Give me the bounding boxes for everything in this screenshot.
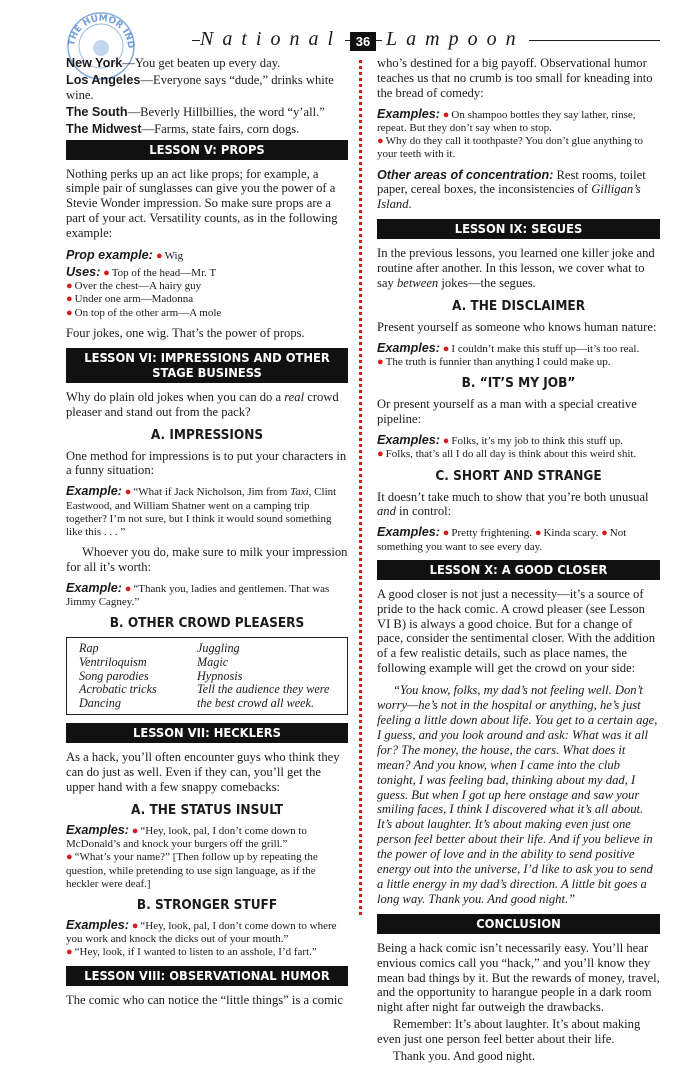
conclusion-paragraph: Remember: It’s about laughter. It’s about making even just one person feel better about their life. <box>377 1017 641 1047</box>
short-strange-example: Examples: ● Pretty frightening. ● Kinda scary. ● Not something you want to see every day. <box>377 525 627 553</box>
disclaimer-example: Examples: ● I couldn’t make this stuff up—it’s too real. <box>377 340 640 355</box>
lesson-7-heading: LESSON VII: HECKLERS <box>66 723 348 743</box>
my-job-example: ● Folks, that’s all I do all day is think about this weird shit. <box>377 448 637 461</box>
sentimental-closer-quote: “You know, folks, my dad’s not feeling well. Don’t worry—he’s not in the hospital or anything, he’s just feeling a little down about life. You get to a certain age, I guess, and you look around and ask: What was it all for? The money, the house, the cars. What does it mean? And you know, when I came into the club tonight, I was feeling bad, thinking about my dad, I guess. But when I got up here onstage and saw your smiling faces, I think I discovered what it’s all about. It’s about laughter. It’s about making even just one person feel better about their life. And if you believe in the power of love and in the ability to send positive energy out into the universe, I’d like to ask you to send a little energy in my dad’s direction. A little bit goes a long way. Thank you. And good night.” <box>377 683 658 906</box>
disclaimer-example: ● The truth is funnier than anything I could make up. <box>377 356 611 369</box>
pleaser-item: Hypnosis <box>197 668 243 683</box>
disclaimer-text: Present yourself as someone who knows human nature: <box>377 319 657 334</box>
observational-example: ● Why do they call it toothpaste? You don’t glue anything to your teeth with it. <box>377 135 644 161</box>
bullet-icon: ● <box>131 825 139 838</box>
bullet-icon: ● <box>66 306 73 319</box>
conclusion-paragraph: Thank you. And good night. <box>393 1049 536 1064</box>
lesson-9-intro: In the previous lessons, you learned one killer joke and routine after another. In this lesson, we cover what to say between jokes—the segues. <box>377 246 655 291</box>
bullet-icon: ● <box>442 435 450 448</box>
conclusion-heading: CONCLUSION <box>377 914 660 934</box>
bullet-icon: ● <box>377 448 384 461</box>
bullet-icon: ● <box>66 851 73 864</box>
lesson-5-intro: Nothing perks up an act like props; for example, a simple pair of sunglasses can give you the power of a Stevie Wonder impression. So make sure props are a part of your act. Versatility counts, as in the following example: <box>66 166 338 241</box>
status-insult-subheading: A. THE STATUS INSULT <box>130 802 283 819</box>
bullet-icon: ● <box>124 582 132 595</box>
bullet-icon: ● <box>442 527 450 540</box>
heckler-example: ● “Hey, look, if I wanted to listen to an asshole, I’d fart.” <box>66 946 317 959</box>
bullet-icon: ● <box>442 342 450 355</box>
lesson-8-heading: LESSON VIII: OBSERVATIONAL HUMOR <box>66 966 348 986</box>
crowd-pleasers-subheading: B. OTHER CROWD PLEASERS <box>109 615 305 632</box>
impressions-subheading: A. IMPRESSIONS <box>150 426 264 443</box>
lesson-10-intro: A good closer is not just a necessity—it’s a source of pride to the hack comic. A crowd pleaser (see Lesson VI B) is always a good choice. But for a change of pace, consider the sentimental closer. With the addition of a few realistic details, such as place names, the following example will get the crowd on your side: <box>377 586 655 676</box>
crowd-pleasers-box <box>66 637 348 715</box>
stronger-stuff-subheading: B. STRONGER STUFF <box>136 897 278 914</box>
bullet-icon: ● <box>377 135 384 148</box>
region-line: New York—You get beaten up every day. <box>66 56 281 70</box>
heckler-example: ● “What’s your name?” [Then follow up by repeating the question, while pretending to use sign language, as if the heckler were deaf.] <box>66 851 318 890</box>
my-job-text: Or present yourself as a man with a special creative pipeline: <box>377 397 637 427</box>
lesson-9-heading: LESSON IX: SEGUES <box>377 219 660 239</box>
masthead-title-left: National <box>200 27 345 51</box>
pleaser-item: Dancing <box>79 695 121 710</box>
bullet-icon: ● <box>66 293 73 306</box>
heckler-example: Examples: ● “Hey, look, pal, I don’t come down to where you work and knock the dicks out of your mouth.” <box>66 918 337 946</box>
impression-example: Example: ● “What if Jack Nicholson, Jim from Taxi, Clint Eastwood, and William Shatner went on a camping trip together? I’m not sure, but I think it would sound something like this . . . ” <box>66 484 337 538</box>
bullet-icon: ● <box>377 356 384 369</box>
my-job-example: Examples: ● Folks, it’s my job to think this stuff up. <box>377 433 623 448</box>
masthead-title-right: Lampoon <box>382 27 529 51</box>
my-job-subheading: B. “IT’S MY JOB” <box>461 375 576 392</box>
prop-example: Prop example: ● Wig <box>66 248 184 263</box>
lesson-10-heading: LESSON X: A GOOD CLOSER <box>377 560 660 580</box>
lesson-5-heading: LESSON V: PROPS <box>66 140 348 160</box>
bullet-icon: ● <box>66 280 73 293</box>
short-strange-text: It doesn’t take much to show that you’re both unusual and in control: <box>377 489 649 519</box>
pleaser-item: Ventriloquism <box>79 654 147 669</box>
bullet-icon: ● <box>103 266 110 279</box>
bullet-icon: ● <box>131 920 139 933</box>
right-column <box>377 56 660 1066</box>
cagney-example: Example: ● “Thank you, ladies and gentlemen. That was Jimmy Cagney.” <box>66 580 330 609</box>
pleaser-item: Acrobatic tricks <box>79 682 157 697</box>
left-column <box>66 56 348 1015</box>
bullet-icon: ● <box>601 527 608 540</box>
conclusion-paragraph: Being a hack comic isn’t necessarily easy. You’ll hear envious comics call you “hack,” and you’ll know they mean bad things by it. But the rewards of money, travel, and the opportunity to harangue people in a dark room night after night far outweigh the drawbacks. <box>377 940 660 1015</box>
short-strange-subheading: C. SHORT AND STRANGE <box>435 467 602 484</box>
uses-line: Uses: ● Top of the head—Mr. T <box>66 264 217 279</box>
masthead <box>192 27 660 53</box>
svg-text:THE HUMOR INDUSTRY: THE HUMOR IND <box>67 13 136 49</box>
bullet-icon: ● <box>66 946 73 959</box>
pleaser-item: Tell the audience they were <box>197 682 330 697</box>
pleaser-item: Juggling <box>197 641 240 656</box>
bullet-icon: ● <box>124 486 132 499</box>
milk-impression-text: Whoever you do, make sure to milk your impression for all it’s worth: <box>66 545 348 575</box>
heckler-example: Examples: ● “Hey, look, pal, I don’t come down to McDonald’s and knock your burgers off the grill.” <box>66 823 307 851</box>
lesson-6-heading: LESSON VI: IMPRESSIONS AND OTHER STAGE BUSINESS <box>66 348 348 383</box>
bullet-icon: ● <box>534 527 542 540</box>
observational-continued: who’s destined for a big payoff. Observational humor teaches us that no crumb is too small for kneading into the bread of comedy: <box>377 56 653 100</box>
disclaimer-subheading: A. THE DISCLAIMER <box>451 297 586 314</box>
lesson-7-intro: As a hack, you’ll often encounter guys who think they can do just as well. Even if they can, you’ll get the upper hand with a few snappy comebacks: <box>66 750 340 795</box>
region-line: The South—Beverly Hillbillies, the word “y’all.” <box>66 104 325 119</box>
uses-line: ● On top of the other arm—A mole <box>66 306 222 319</box>
pleaser-item: the best crowd all week. <box>197 695 314 710</box>
region-line: The Midwest—Farms, state fairs, corn dogs. <box>66 121 300 136</box>
impressions-text: One method for impressions is to put your characters in a funny situation: <box>66 448 347 478</box>
bullet-icon: ● <box>155 250 163 263</box>
lesson-8-text: The comic who can notice the “little things” is a comic <box>66 992 343 1007</box>
pleaser-item: Magic <box>197 654 229 669</box>
uses-line: ● Over the chest—A hairy guy <box>66 280 202 293</box>
pleaser-item: Song parodies <box>79 668 149 683</box>
uses-line: ● Under one arm—Madonna <box>66 293 194 306</box>
page-number: 36 <box>350 32 376 51</box>
region-line: Los Angeles—Everyone says “dude,” drinks white wine. <box>66 72 334 102</box>
bullet-icon: ● <box>442 108 450 121</box>
observational-example: Examples: ● On shampoo bottles they say lather, rinse, repeat. But they don’t say when to stop. <box>377 106 636 134</box>
other-areas: Other areas of concentration: Rest rooms, toilet paper, cereal boxes, the inconsistencies of Gilligan’s Island. <box>377 167 646 212</box>
lesson-6-intro: Why do plain old jokes when you can do a real crowd pleaser and stand out from the pack? <box>66 389 339 419</box>
pleaser-item: Rap <box>79 641 99 656</box>
column-divider <box>359 60 362 915</box>
lesson-5-outro: Four jokes, one wig. That’s the power of props. <box>66 325 305 340</box>
